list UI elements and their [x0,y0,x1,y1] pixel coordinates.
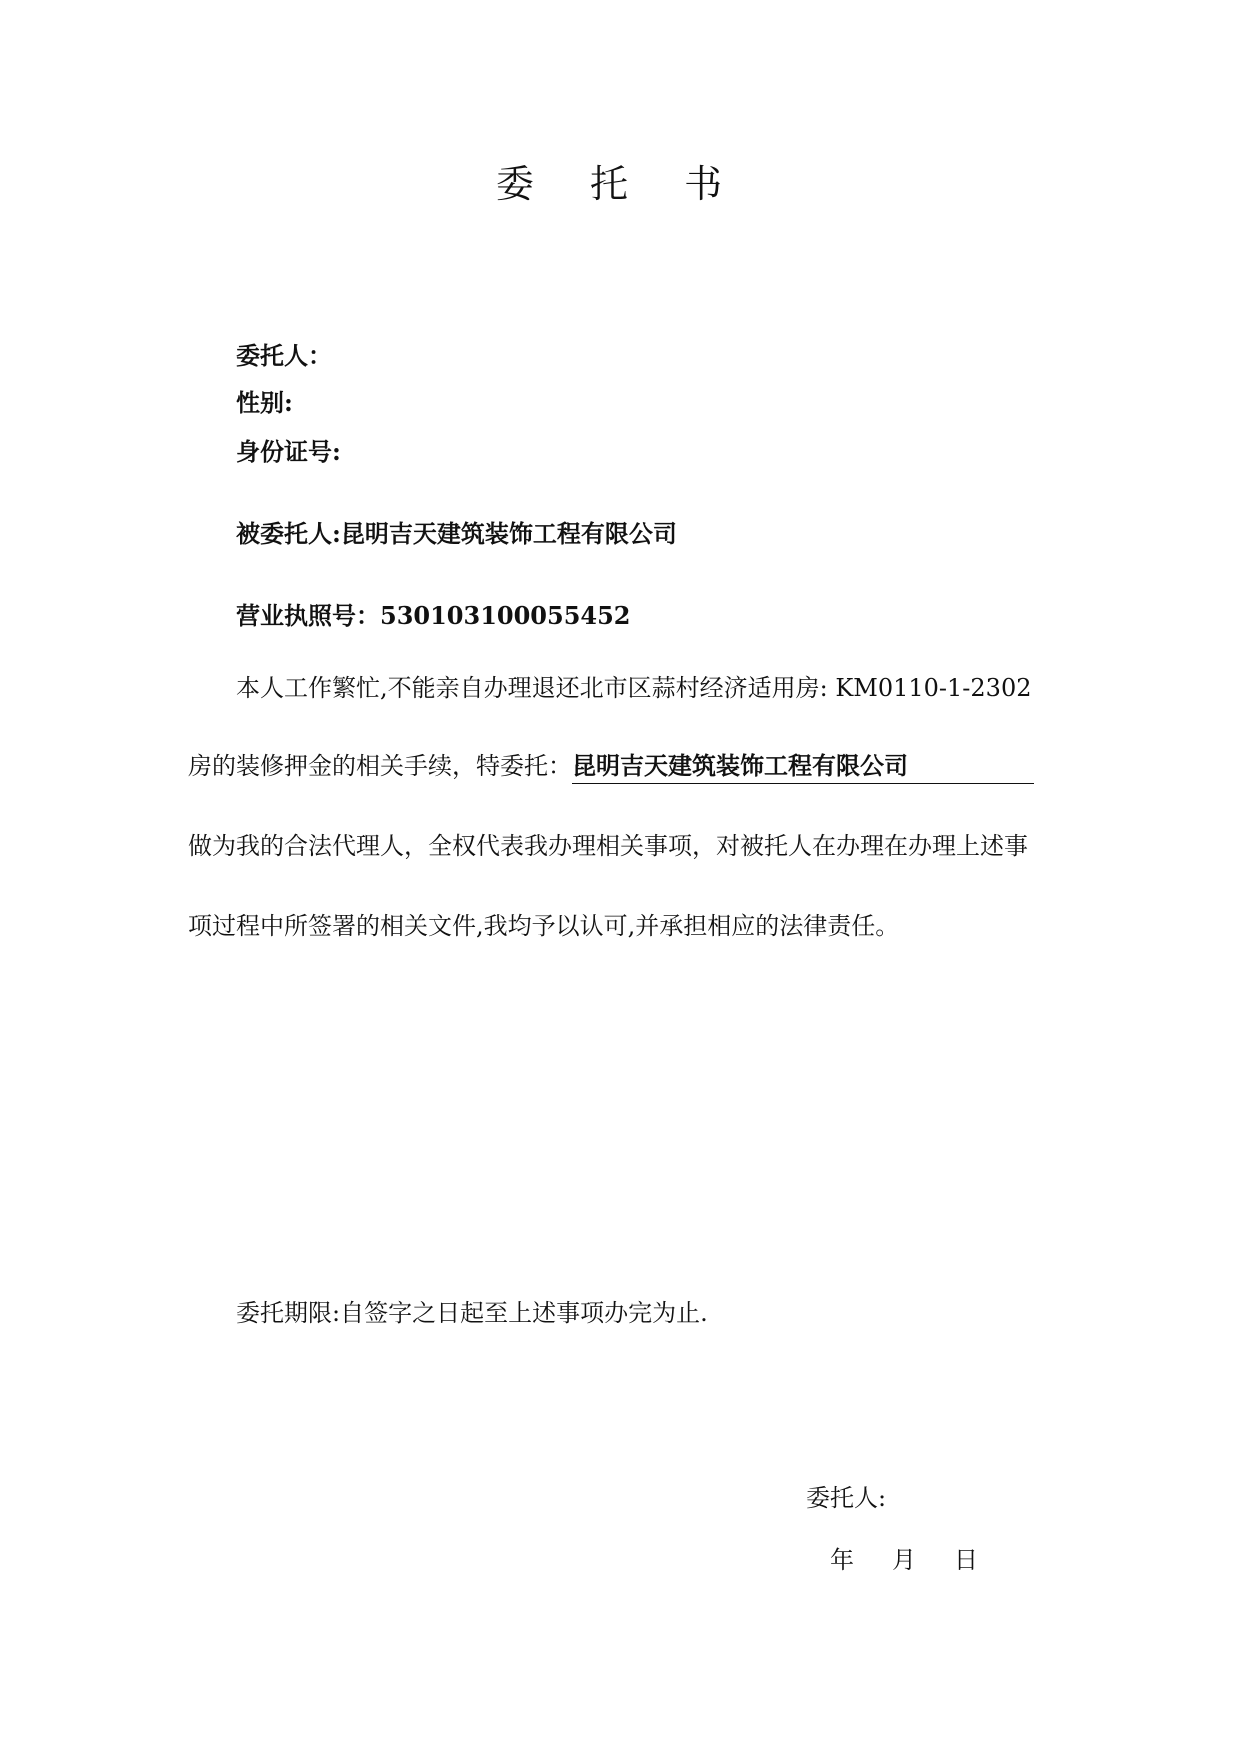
principal-label: 委托人： [236,341,332,370]
agent-label: 被委托人: [236,519,341,548]
date-year: 年 [830,1546,854,1574]
signature-principal-label: 委托人: [806,1484,887,1512]
body-line-3: 做为我的合法代理人，全权代表我办理相关事项，对被托人在办理在办理上述事 [188,832,1028,860]
agent-name: 昆明吉天建筑装饰工程有限公司 [340,519,677,548]
body-line-2-prefix: 房的装修押金的相关手续，特委托： [188,752,572,780]
body-line-2 [188,750,1034,784]
body-line-1: 本人工作繁忙,不能亲自办理退还北市区蒜村经济适用房: KM0110-1-2302 [236,674,1032,702]
entrusted-company-underlined: 昆明吉天建筑装饰工程有限公司 [572,750,1034,784]
license-row [236,600,631,632]
date-month: 月 [892,1546,916,1574]
agent-row [236,518,677,550]
document-title: 委 托 书 [495,162,745,206]
gender-label: 性别: [236,388,293,417]
date-day: 日 [954,1546,978,1574]
body-line-4: 项过程中所签署的相关文件,我均予以认可,并承担相应的法律责任。 [188,912,900,940]
entrustment-term: 委托期限:自签字之日起至上述事项办完为止. [236,1299,708,1327]
id-number-label: 身份证号: [236,437,341,466]
license-number: 530103100055452 [380,601,631,630]
license-label: 营业执照号： [236,601,380,630]
